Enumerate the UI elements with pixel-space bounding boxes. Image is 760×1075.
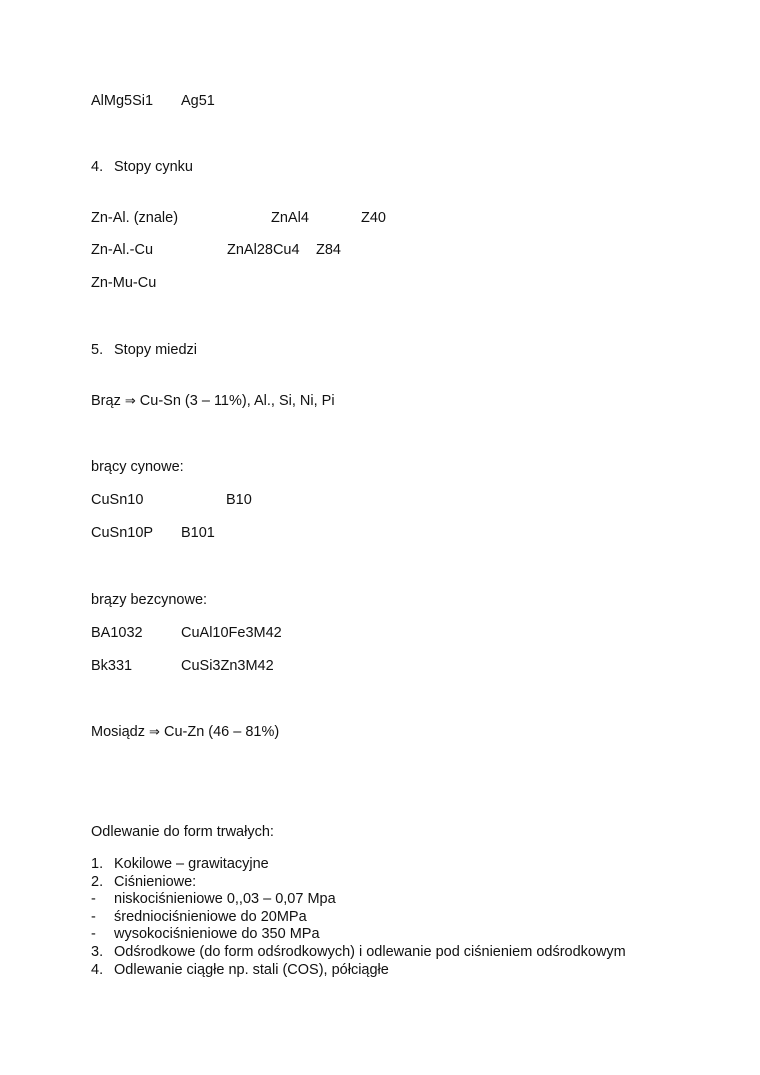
- alloy-code: CuSn10: [91, 492, 144, 508]
- alloy-code: ZnAl4: [271, 210, 309, 226]
- list-item: niskociśnieniowe 0,,03 – 0,07 Mpa: [114, 891, 336, 907]
- bronze-label: Brąz: [91, 393, 121, 409]
- tin-bronzes-heading: brący cynowe:: [91, 459, 184, 475]
- implies-arrow-icon: ⇒: [124, 394, 136, 409]
- section-title: Stopy miedzi: [114, 342, 198, 358]
- list-marker: 3.: [91, 944, 104, 960]
- alloy-code: BA1032: [91, 625, 143, 641]
- alloy-code: Bk331: [91, 658, 133, 674]
- list-item: Ciśnieniowe:: [114, 874, 197, 890]
- alloy-code: ZnAl28Cu4: [227, 242, 300, 258]
- section-number: 5.: [91, 342, 104, 358]
- alloy-code: AlMg5Si1: [91, 93, 154, 109]
- list-marker: 1.: [91, 856, 104, 872]
- brass-definition: [91, 723, 279, 742]
- alloy-symbol: B101: [181, 525, 215, 541]
- alloy-name: Zn-Al.-Cu: [91, 242, 154, 258]
- casting-heading: Odlewanie do form trwałych:: [91, 824, 274, 840]
- alloy-symbol: B10: [226, 492, 252, 508]
- bronze-definition: [91, 392, 335, 411]
- list-marker: -: [91, 891, 96, 907]
- tinless-bronzes-heading: brązy bezcynowe:: [91, 592, 208, 608]
- alloy-symbol: Z84: [316, 242, 341, 258]
- list-marker: 4.: [91, 962, 104, 978]
- list-marker: -: [91, 909, 96, 925]
- list-item: Odśrodkowe (do form odśrodkowych) i odlewanie pod ciśnieniem odśrodkowym: [114, 944, 626, 960]
- alloy-symbol: CuAl10Fe3M42: [181, 625, 282, 641]
- list-marker: 2.: [91, 874, 104, 890]
- alloy-symbol: Ag51: [181, 93, 215, 109]
- brass-formula: Cu-Zn (46 – 81%): [163, 724, 280, 740]
- list-item: Kokilowe – grawitacyjne: [114, 856, 269, 872]
- section-title: Stopy cynku: [114, 159, 193, 175]
- section-number: 4.: [91, 159, 104, 175]
- alloy-symbol: Z40: [361, 210, 386, 226]
- bronze-formula: Cu-Sn (3 – 11%), Al., Si, Ni, Pi: [139, 393, 335, 409]
- brass-label: Mosiądz: [91, 724, 145, 740]
- alloy-symbol: CuSi3Zn3M42: [181, 658, 274, 674]
- list-marker: -: [91, 926, 96, 942]
- list-item: średniociśnieniowe do 20MPa: [114, 909, 307, 925]
- implies-arrow-icon: ⇒: [149, 725, 160, 740]
- alloy-code: CuSn10P: [91, 525, 154, 541]
- list-item: Odlewanie ciągłe np. stali (COS), półciągłe: [114, 962, 389, 978]
- alloy-name: Zn-Mu-Cu: [91, 275, 157, 291]
- alloy-name: Zn-Al. (znale): [91, 210, 179, 226]
- list-item: wysokociśnieniowe do 350 MPa: [114, 926, 320, 942]
